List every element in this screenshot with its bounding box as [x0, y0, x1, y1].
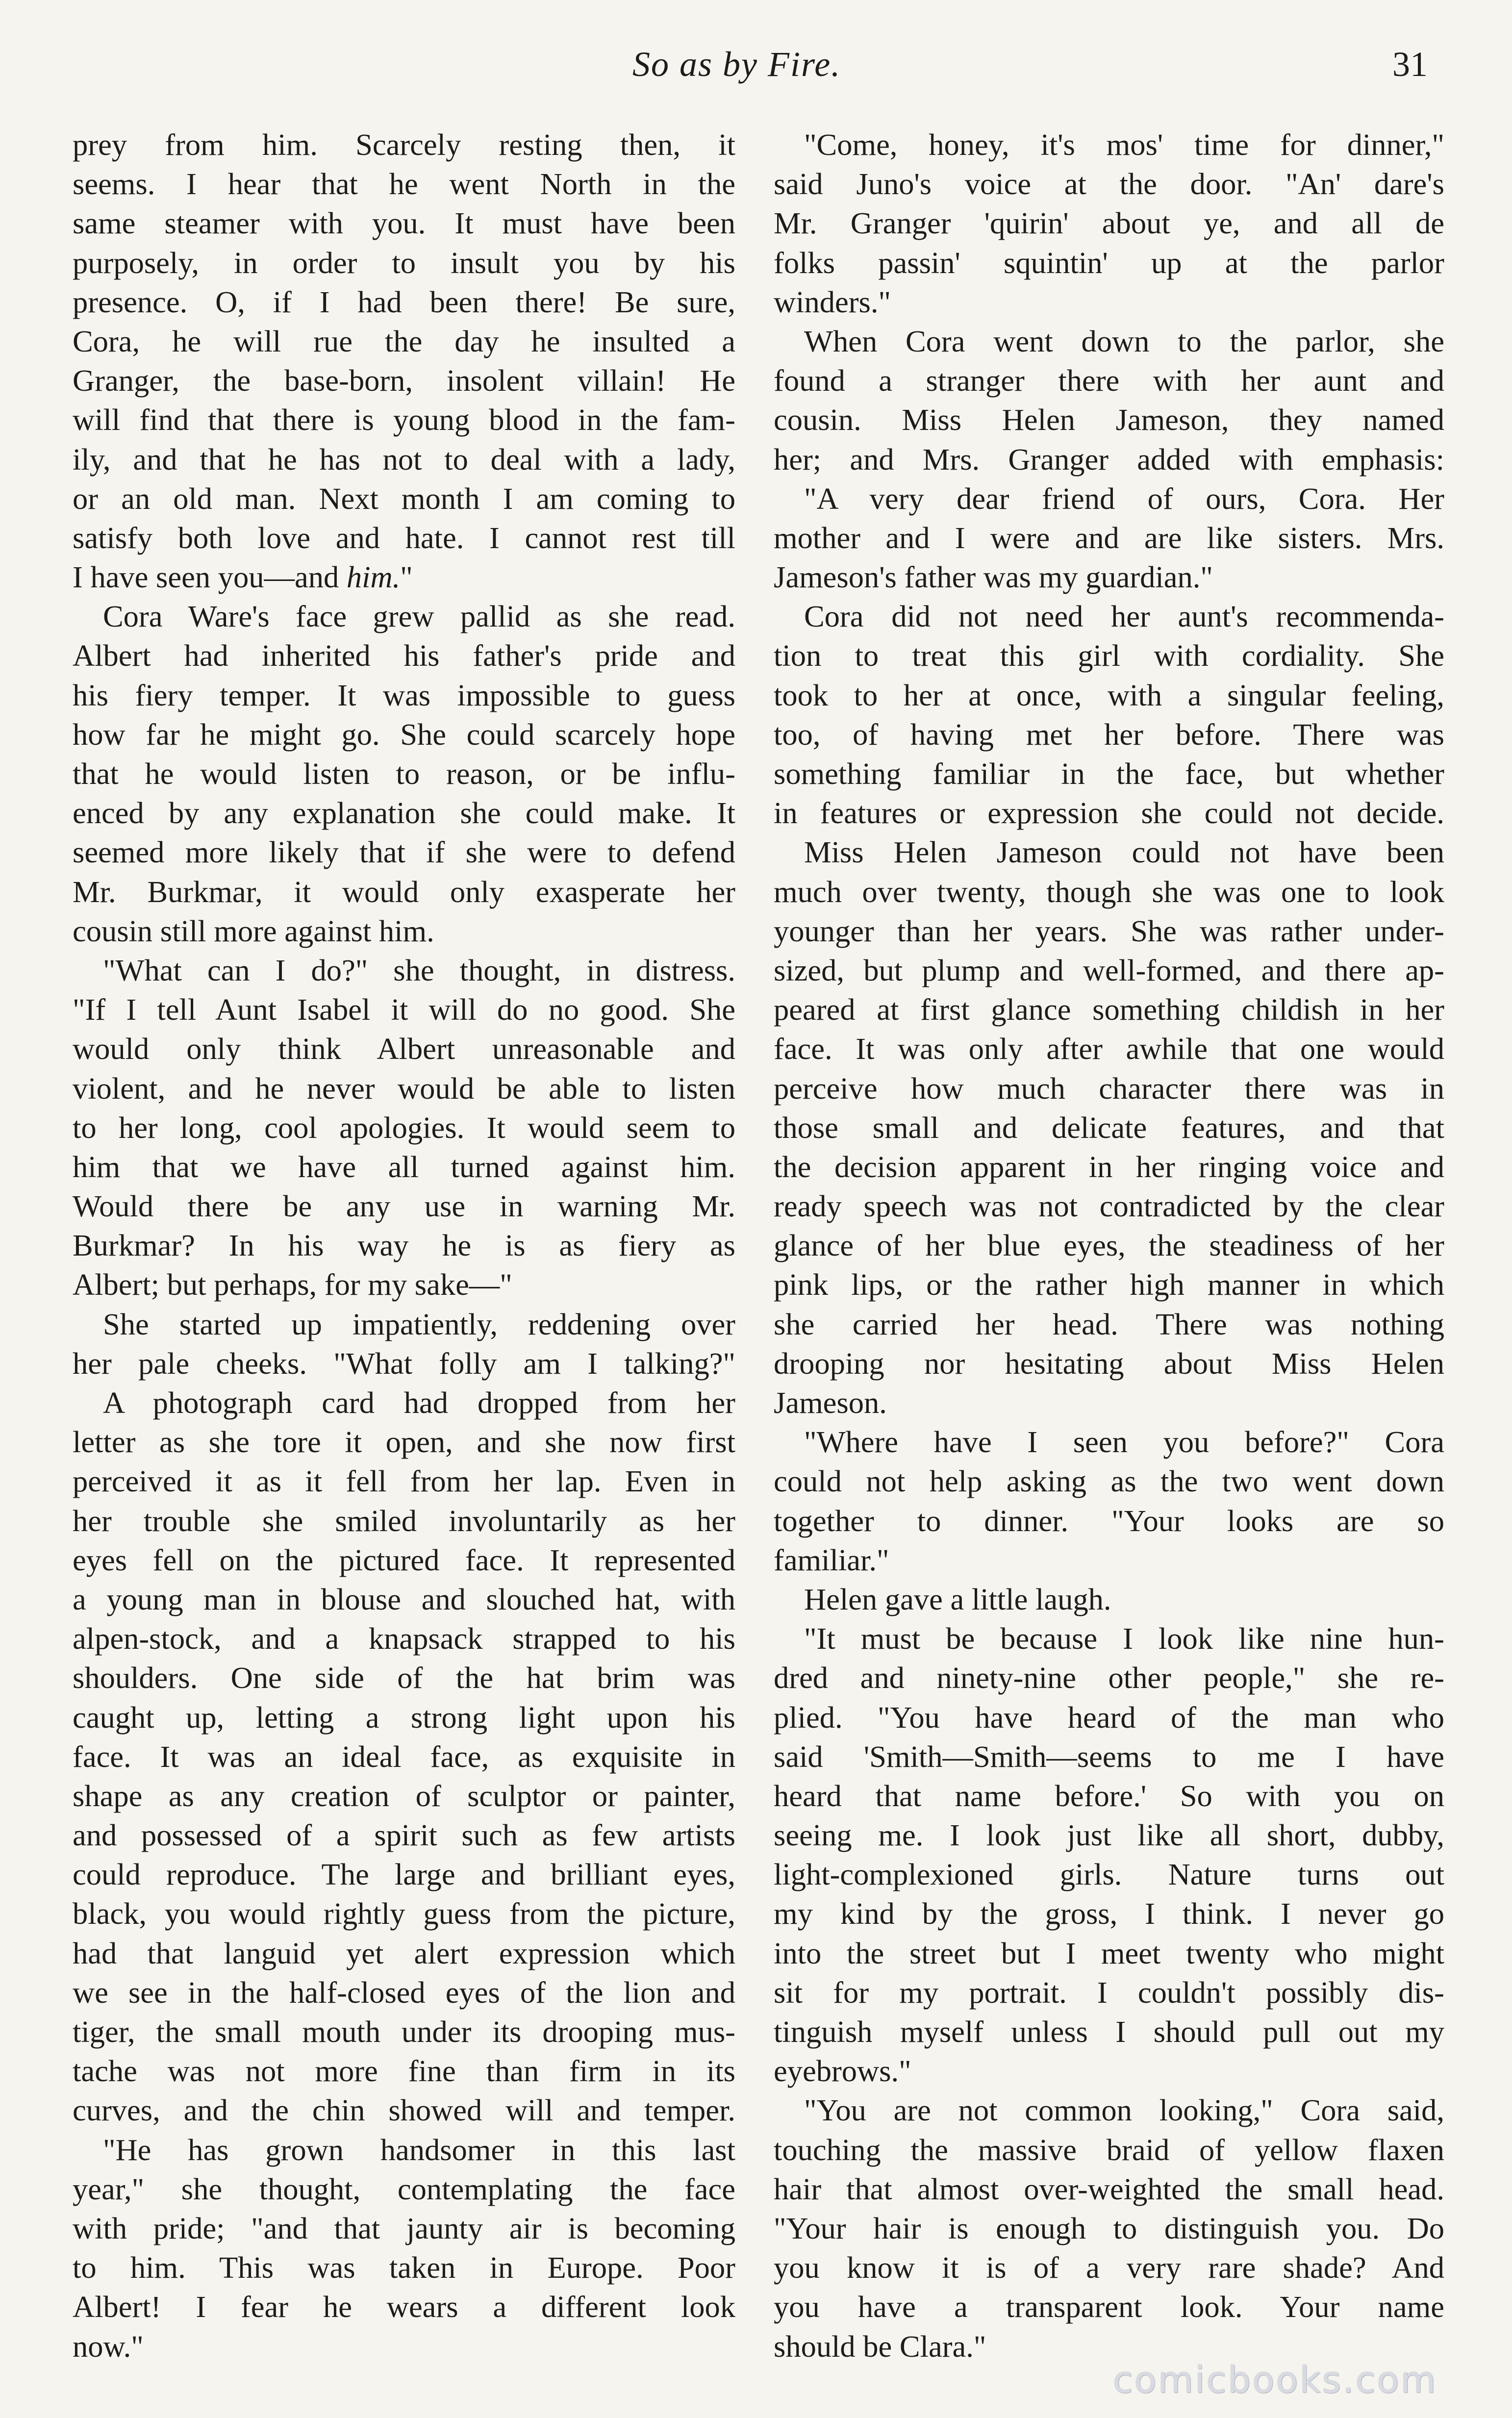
- text-line-content: his fiery temper. It was impossible to guess: [73, 678, 735, 712]
- text-line-content: sit for my portrait. I couldn't possibly dis-: [774, 1975, 1444, 2010]
- text-line: [774, 1894, 1444, 1933]
- text-line: [774, 203, 1444, 243]
- text-line: [774, 2012, 1444, 2051]
- text-line-content: to her long, cool apologies. It would seem to: [73, 1110, 735, 1145]
- text-line-content: perceived it as it fell from her lap. Even in: [73, 1464, 735, 1499]
- text-line: [774, 990, 1444, 1029]
- text-line: [73, 715, 735, 754]
- text-line: [73, 1501, 735, 1540]
- text-line-content: shape as any creation of sculptor or painter,: [73, 1778, 735, 1813]
- text-line: [73, 911, 735, 951]
- text-line: [73, 1344, 735, 1383]
- right-text-column: [774, 125, 1444, 2366]
- text-line-content: younger than her years. She was rather under-: [774, 913, 1444, 948]
- text-line-content: heard that name before.' So with you on: [774, 1778, 1444, 1813]
- text-line-content: mother and I were and are like sisters. Mrs.: [774, 520, 1444, 555]
- text-line: [73, 1383, 735, 1422]
- text-line: [73, 1619, 735, 1658]
- text-line-content: Burkmar? In his way he is as fiery as: [73, 1228, 735, 1263]
- text-line: [73, 2327, 735, 2366]
- text-line-content: Mr. Granger 'quirin' about ye, and all de: [774, 206, 1444, 241]
- text-line-content: letter as she tore it open, and she now first: [73, 1425, 735, 1460]
- text-line: [774, 518, 1444, 557]
- text-line-content: "A very dear friend of ours, Cora. Her: [804, 481, 1444, 516]
- closing-quote: ": [400, 560, 413, 595]
- text-line: [774, 2051, 1444, 2091]
- text-line: [73, 1815, 735, 1855]
- text-line-content: Cora Ware's face grew pallid as she read.: [103, 599, 735, 634]
- text-line-content: too, of having met her before. There was: [774, 717, 1444, 752]
- text-line-content: had that languid yet alert expression which: [73, 1936, 735, 1970]
- italic-word: him.: [346, 560, 401, 595]
- text-line: [73, 1698, 735, 1737]
- text-line-content: Granger, the base-born, insolent villain! He: [73, 363, 735, 398]
- text-line: [73, 400, 735, 439]
- text-line-content: same steamer with you. It must have been: [73, 206, 735, 241]
- text-line-content: curves, and the chin showed will and temper.: [73, 2093, 735, 2128]
- text-line: [774, 1815, 1444, 1855]
- text-line: [774, 1383, 1444, 1422]
- text-line-content: my kind by the gross, I think. I never go: [774, 1896, 1444, 1931]
- text-line: [774, 2169, 1444, 2209]
- text-line: [774, 557, 1444, 597]
- text-line-content: ready speech was not contradicted by the clear: [774, 1189, 1444, 1224]
- text-line: [73, 1422, 735, 1461]
- text-line-content: could reproduce. The large and brilliant eyes,: [73, 1857, 735, 1892]
- text-line-content: into the street but I meet twenty who might: [774, 1936, 1444, 1970]
- text-line: [774, 361, 1444, 400]
- text-line: [774, 1265, 1444, 1304]
- text-line: [774, 754, 1444, 793]
- text-line-content: Mr. Burkmar, it would only exasperate her: [73, 874, 735, 909]
- text-line: [73, 518, 735, 557]
- text-line-content: Albert! I fear he wears a different look: [73, 2290, 735, 2324]
- text-line: [73, 676, 735, 715]
- text-line: [73, 1540, 735, 1580]
- text-line: [73, 1658, 735, 1697]
- text-line-content: and possessed of a spirit such as few artists: [73, 1818, 735, 1853]
- text-line-content: Jameson's father was my guardian.": [774, 560, 1213, 595]
- text-line: [73, 1108, 735, 1147]
- text-line: [73, 1147, 735, 1186]
- text-line-content: you know it is of a very rare shade? And: [774, 2250, 1444, 2285]
- text-line-content: "Your hair is enough to distinguish you. Do: [774, 2211, 1444, 2245]
- text-line-content: "You are not common looking," Cora said,: [804, 2093, 1444, 2128]
- text-line-content: face. It was only after awhile that one would: [774, 1032, 1444, 1066]
- text-line: [73, 243, 735, 282]
- text-line-content: those small and delicate features, and that: [774, 1110, 1444, 1145]
- text-line-content: When Cora went down to the parlor, she: [804, 324, 1444, 358]
- text-line: [774, 1186, 1444, 1226]
- text-line-content: seems. I hear that he went North in the: [73, 167, 735, 202]
- text-line-content: Albert had inherited his father's pride and: [73, 638, 735, 673]
- text-line-content: seemed more likely that if she were to defend: [73, 835, 735, 870]
- text-line-content: Albert; but perhaps, for my sake—": [73, 1267, 512, 1302]
- text-line: [73, 636, 735, 675]
- text-line-content: light-complexioned girls. Nature turns out: [774, 1857, 1444, 1892]
- text-line: [774, 2248, 1444, 2287]
- text-line-content: together to dinner. "Your looks are so: [774, 1503, 1444, 1538]
- text-line-content: tache was not more fine than firm in its: [73, 2054, 735, 2089]
- text-line: [73, 1855, 735, 1894]
- text-line: [73, 361, 735, 400]
- text-line: [774, 911, 1444, 951]
- text-line: [774, 1855, 1444, 1894]
- text-line: [774, 1580, 1444, 1619]
- text-line-content: dred and ninety-nine other people," she re-: [774, 1661, 1444, 1695]
- text-line: [73, 2169, 735, 2209]
- text-line: [73, 1186, 735, 1226]
- text-line: [774, 1540, 1444, 1580]
- text-line-content: "Where have I seen you before?" Cora: [804, 1425, 1444, 1460]
- text-line-content: plied. "You have heard of the man who: [774, 1700, 1444, 1735]
- text-line-content: peared at first glance something childish in her: [774, 992, 1444, 1027]
- text-line-content: Helen gave a little laugh.: [804, 1582, 1111, 1616]
- text-line-content: touching the massive braid of yellow flaxen: [774, 2132, 1444, 2167]
- text-line-content: black, you would rightly guess from the picture,: [73, 1896, 735, 1931]
- text-line: [73, 2051, 735, 2091]
- text-line: [73, 832, 735, 872]
- text-line: [774, 479, 1444, 518]
- text-line: [774, 1108, 1444, 1147]
- text-line: [73, 203, 735, 243]
- text-line-content: him that we have all turned against him.: [73, 1149, 735, 1184]
- text-line: [774, 440, 1444, 479]
- running-title: So as by Fire.: [632, 45, 841, 84]
- text-line: [774, 1305, 1444, 1344]
- text-line: [73, 2130, 735, 2169]
- text-line-content: caught up, letting a strong light upon his: [73, 1700, 735, 1735]
- text-line: [73, 754, 735, 793]
- text-line: [774, 597, 1444, 636]
- text-line-content: prey from him. Scarcely resting then, it: [73, 127, 735, 162]
- text-line-content: should be Clara.": [774, 2329, 986, 2364]
- text-line: [774, 951, 1444, 990]
- text-line: [774, 2287, 1444, 2326]
- text-line: [774, 715, 1444, 754]
- text-line: [73, 1069, 735, 1108]
- text-line-content: shoulders. One side of the hat brim was: [73, 1661, 735, 1695]
- text-line-content: cousin. Miss Helen Jameson, they named: [774, 403, 1444, 437]
- text-line-content: took to her at once, with a singular feeling,: [774, 678, 1444, 712]
- text-line: [73, 2248, 735, 2287]
- text-line: [774, 2091, 1444, 2130]
- text-line-content: much over twenty, though she was one to look: [774, 874, 1444, 909]
- text-line-content: "If I tell Aunt Isabel it will do no good. She: [73, 992, 735, 1027]
- text-line: [774, 1973, 1444, 2012]
- text-line: [774, 1934, 1444, 1973]
- text-line-content: pink lips, or the rather high manner in which: [774, 1267, 1444, 1302]
- text-line-content: we see in the half-closed eyes of the lion and: [73, 1975, 735, 2010]
- text-line: [73, 1737, 735, 1776]
- text-line: [774, 1501, 1444, 1540]
- text-line: [774, 1737, 1444, 1776]
- text-line-content: She started up impatiently, reddening over: [103, 1307, 735, 1341]
- text-line: [774, 243, 1444, 282]
- text-line: [774, 1658, 1444, 1697]
- left-text-column: [73, 125, 735, 2366]
- text-line: [774, 676, 1444, 715]
- text-line-content: her pale cheeks. "What folly am I talking?": [73, 1346, 735, 1381]
- text-line-content: "He has grown handsomer in this last: [103, 2132, 735, 2167]
- text-line: [73, 479, 735, 518]
- text-line-content: cousin still more against him.: [73, 913, 434, 948]
- text-line: [73, 557, 735, 597]
- text-line-content: drooping nor hesitating about Miss Helen: [774, 1346, 1444, 1381]
- text-line: [774, 400, 1444, 439]
- text-line: [73, 164, 735, 203]
- text-line-content: purposely, in order to insult you by his: [73, 245, 735, 280]
- text-line-content: how far he might go. She could scarcely hope: [73, 717, 735, 752]
- text-line-content: sized, but plump and well-formed, and there ap-: [774, 953, 1444, 987]
- text-line-content: Would there be any use in warning Mr.: [73, 1189, 735, 1224]
- text-line: [774, 636, 1444, 675]
- text-line: [73, 2287, 735, 2326]
- text-line: [73, 2012, 735, 2051]
- text-line: [73, 1973, 735, 2012]
- text-line-content: the decision apparent in her ringing voice and: [774, 1149, 1444, 1184]
- text-line-content: now.": [73, 2329, 144, 2364]
- text-line-content: with pride; "and that jaunty air is becoming: [73, 2211, 735, 2245]
- text-line: [73, 322, 735, 361]
- text-line-content: folks passin' squintin' up at the parlor: [774, 245, 1444, 280]
- text-line: [774, 282, 1444, 322]
- text-line: [73, 282, 735, 322]
- text-line-content: a young man in blouse and slouched hat, with: [73, 1582, 735, 1616]
- text-line: [774, 125, 1444, 164]
- page-number: 31: [1392, 45, 1428, 84]
- text-line-content: to him. This was taken in Europe. Poor: [73, 2250, 735, 2285]
- text-line: [774, 832, 1444, 872]
- text-line-content: glance of her blue eyes, the steadiness of her: [774, 1228, 1444, 1263]
- text-line-content: ily, and that he has not to deal with a lady,: [73, 442, 735, 477]
- text-line-content: alpen-stock, and a knapsack strapped to his: [73, 1621, 735, 1656]
- text-line-content: I have seen you—and: [73, 560, 347, 595]
- text-line: [774, 2209, 1444, 2248]
- text-line-content: Jameson.: [774, 1385, 887, 1420]
- text-line: [73, 1580, 735, 1619]
- text-line: [73, 1894, 735, 1933]
- text-line-content: tiger, the small mouth under its drooping mus-: [73, 2015, 735, 2049]
- text-line: [73, 1776, 735, 1815]
- text-line-content: Miss Helen Jameson could not have been: [804, 835, 1444, 870]
- text-line-content: hair that almost over-weighted the small head.: [774, 2171, 1444, 2206]
- text-line-content: presence. O, if I had been there! Be sure,: [73, 284, 735, 319]
- text-line: [774, 1147, 1444, 1186]
- text-line-content: "What can I do?" she thought, in distress.: [103, 953, 735, 987]
- text-line-content: you have a transparent look. Your name: [774, 2290, 1444, 2324]
- text-line-content: found a stranger there with her aunt and: [774, 363, 1444, 398]
- text-line: [774, 164, 1444, 203]
- text-line: [73, 597, 735, 636]
- text-line-content: winders.": [774, 284, 891, 319]
- text-line-content: she carried her head. There was nothing: [774, 1307, 1444, 1341]
- text-line-content: Cora, he will rue the day he insulted a: [73, 324, 735, 358]
- text-line: [73, 872, 735, 911]
- text-line: [774, 2130, 1444, 2169]
- text-line-content: enced by any explanation she could make. It: [73, 796, 735, 831]
- page-header: [0, 39, 1512, 93]
- text-line: [73, 440, 735, 479]
- text-line: [774, 1344, 1444, 1383]
- text-line: [73, 2209, 735, 2248]
- text-line: [774, 1461, 1444, 1501]
- text-line-content: face. It was an ideal face, as exquisite in: [73, 1739, 735, 1774]
- text-line: [774, 1069, 1444, 1108]
- text-line-content: eyebrows.": [774, 2054, 911, 2089]
- text-line: [73, 793, 735, 832]
- text-line-content: that he would listen to reason, or be influ-: [73, 756, 735, 791]
- text-line: [73, 1265, 735, 1304]
- text-line-content: tion to treat this girl with cordiality. She: [774, 638, 1444, 673]
- watermark: comicbooks.com: [1113, 2359, 1437, 2401]
- text-line-content: perceive how much character there was in: [774, 1071, 1444, 1106]
- text-line-content: familiar.": [774, 1542, 889, 1577]
- text-line-content: her trouble she smiled involuntarily as her: [73, 1503, 735, 1538]
- text-line-content: in features or expression she could not decide.: [774, 796, 1444, 831]
- text-line-content: her; and Mrs. Granger added with emphasis:: [774, 442, 1444, 477]
- text-line-content: tinguish myself unless I should pull out my: [774, 2015, 1444, 2049]
- text-line: [774, 1619, 1444, 1658]
- text-line: [73, 1226, 735, 1265]
- text-line: [73, 1305, 735, 1344]
- text-line: [774, 1226, 1444, 1265]
- text-line: [73, 125, 735, 164]
- text-line: [73, 951, 735, 990]
- text-line: [774, 1698, 1444, 1737]
- text-line-content: said 'Smith—Smith—seems to me I have: [774, 1739, 1444, 1774]
- text-line-content: violent, and he never would be able to listen: [73, 1071, 735, 1106]
- text-line-content: A photograph card had dropped from her: [103, 1385, 735, 1420]
- text-line: [774, 872, 1444, 911]
- text-line-content: "Come, honey, it's mos' time for dinner,": [804, 127, 1444, 162]
- text-line-content: "It must be because I look like nine hun-: [804, 1621, 1444, 1656]
- text-line: [73, 1029, 735, 1068]
- text-line-content: will find that there is young blood in the fam-: [73, 403, 735, 437]
- text-line: [73, 1461, 735, 1501]
- text-line-content: Cora did not need her aunt's recommenda-: [804, 599, 1444, 634]
- text-line: [774, 1776, 1444, 1815]
- text-line-content: year," she thought, contemplating the face: [73, 2171, 735, 2206]
- text-line: [774, 1422, 1444, 1461]
- text-line-content: something familiar in the face, but whether: [774, 756, 1444, 791]
- text-line: [774, 1029, 1444, 1068]
- text-line-content: or an old man. Next month I am coming to: [73, 481, 735, 516]
- text-line-content: eyes fell on the pictured face. It represented: [73, 1542, 735, 1577]
- text-line-content: could not help asking as the two went down: [774, 1464, 1444, 1499]
- text-line: [774, 793, 1444, 832]
- text-line: [73, 990, 735, 1029]
- text-line-content: seeing me. I look just like all short, dubby,: [774, 1818, 1444, 1853]
- text-line-content: satisfy both love and hate. I cannot rest till: [73, 520, 735, 555]
- text-line: [73, 1934, 735, 1973]
- text-line: [774, 322, 1444, 361]
- text-line-content: said Juno's voice at the door. "An' dare's: [774, 167, 1444, 202]
- text-line: [73, 2091, 735, 2130]
- text-line-content: would only think Albert unreasonable and: [73, 1032, 735, 1066]
